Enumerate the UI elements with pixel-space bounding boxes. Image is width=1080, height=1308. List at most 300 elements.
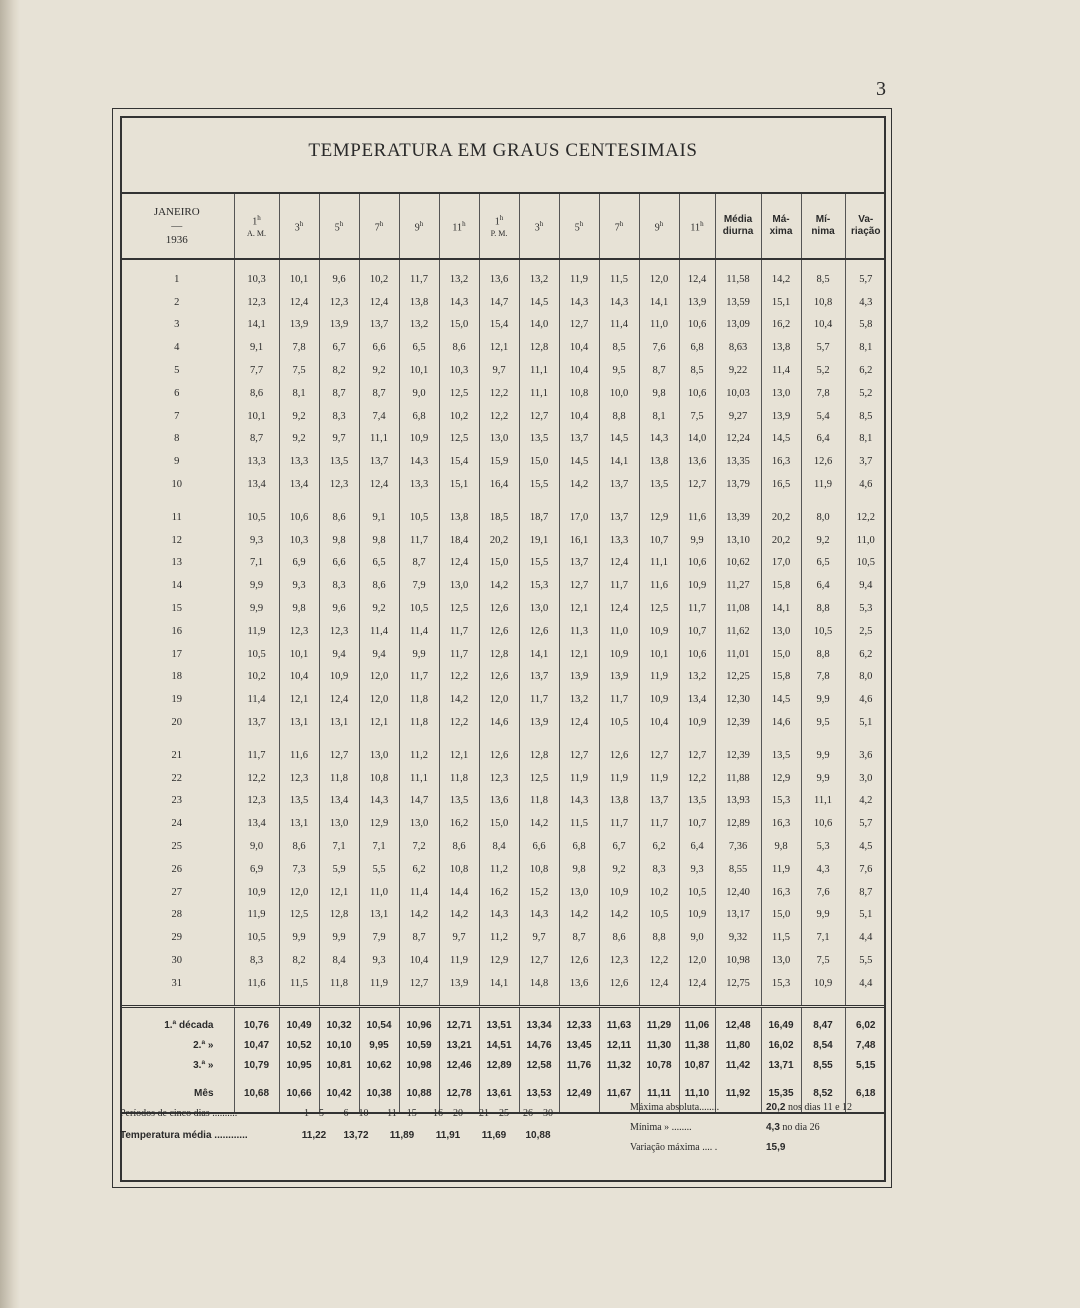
day-cell: 2 [174,296,180,308]
book-spine-shadow [0,0,20,1308]
value-cell: 4,6 [845,473,886,496]
value-cell: 8,8 [801,597,845,620]
value-cell: 10,1 [639,643,679,666]
table-row [120,529,886,552]
value-cell: 11,0 [639,314,679,337]
value-cell: 9,7 [479,359,519,382]
hour-header: 1$^h$ A. M. [234,193,279,259]
table-row [120,790,886,813]
value-cell: 9,3 [234,529,279,552]
value-cell: 11,88 [715,767,761,790]
value-cell: 11,4 [399,881,439,904]
value-cell: 12,6 [479,734,519,767]
value-cell: 11,6 [679,496,715,529]
value-cell: 10,5 [679,881,715,904]
value-cell: 13,79 [715,473,761,496]
summary-value: 10,54 [359,1006,399,1036]
summary-value: 11,67 [599,1076,639,1113]
table-row [120,314,886,337]
summary-value: 12,11 [599,1036,639,1056]
value-cell: 14,2 [399,904,439,927]
value-cell: 14,7 [399,790,439,813]
value-cell: 10,9 [639,620,679,643]
value-cell: 8,6 [599,926,639,949]
value-cell: 16,1 [559,529,599,552]
value-cell: 10,3 [279,529,319,552]
summary-value: 12,49 [559,1076,599,1113]
value-cell: 13,0 [519,597,559,620]
value-cell: 12,5 [519,767,559,790]
temp-average-cell: 11,91 [435,1130,461,1141]
summary-row [120,1056,886,1076]
value-cell: 10,5 [599,711,639,734]
value-cell: 11,9 [234,620,279,643]
value-cell: 12,8 [519,336,559,359]
value-cell: 13,10 [715,529,761,552]
value-cell: 13,2 [679,666,715,689]
summary-value: 10,62 [359,1056,399,1076]
value-cell: 11,7 [599,812,639,835]
value-cell: 14,1 [519,643,559,666]
page-number: 3 [876,78,886,100]
day-cell: 28 [171,909,182,921]
value-cell: 6,8 [679,336,715,359]
value-cell: 9,2 [599,858,639,881]
value-cell: 11,9 [639,666,679,689]
summary-value: 11,11 [639,1076,679,1113]
value-cell: 4,4 [845,972,886,1006]
day-cell: 1 [174,273,180,285]
day-cell: 5 [174,365,180,377]
value-cell: 12,0 [679,949,715,972]
dash-label: — [171,220,183,232]
value-cell: 5,1 [845,711,886,734]
summary-value: 13,45 [559,1036,599,1056]
summary-value: 10,95 [279,1056,319,1076]
value-cell: 16,2 [479,881,519,904]
value-cell: 12,7 [319,734,359,767]
value-cell: 11,9 [359,972,399,1006]
value-cell: 13,0 [761,620,801,643]
value-cell: 13,5 [639,473,679,496]
value-cell: 11,2 [479,926,519,949]
value-cell: 16,4 [479,473,519,496]
value-cell: 12,0 [639,259,679,291]
table-row [120,496,886,529]
value-cell: 11,7 [679,597,715,620]
summary-value: 10,49 [279,1006,319,1036]
hour-header: 5$^h$ [319,193,359,259]
value-cell: 10,8 [519,858,559,881]
value-cell: 10,2 [234,666,279,689]
value-cell: 10,4 [399,949,439,972]
summary-value: 8,54 [801,1036,845,1056]
day-cell: 16 [171,625,182,637]
value-cell: 11,6 [234,972,279,1006]
summary-value: 6,02 [845,1006,886,1036]
year-label: 1936 [165,234,188,246]
value-cell: 14,5 [599,428,639,451]
value-cell: 14,1 [599,450,639,473]
value-cell: 8,1 [279,382,319,405]
value-cell: 14,2 [761,259,801,291]
value-cell: 8,1 [639,405,679,428]
value-cell: 16,2 [439,812,479,835]
value-cell: 7,5 [679,405,715,428]
value-cell: 9,5 [599,359,639,382]
value-cell: 14,2 [439,904,479,927]
value-cell: 15,0 [761,643,801,666]
day-cell: 6 [174,387,180,399]
value-cell: 11,9 [559,259,599,291]
value-cell: 9,9 [399,643,439,666]
absolute-max-label: Máxima absoluta........ [630,1102,720,1113]
value-cell: 12,7 [519,949,559,972]
value-cell: 19,1 [519,529,559,552]
summary-value: 12,78 [439,1076,479,1113]
value-cell: 13,3 [234,450,279,473]
value-cell: 12,2 [679,767,715,790]
value-cell: 15,3 [761,790,801,813]
value-cell: 13,9 [279,314,319,337]
value-cell: 14,1 [639,291,679,314]
value-cell: 5,8 [845,314,886,337]
value-cell: 10,9 [639,688,679,711]
value-cell: 7,1 [319,835,359,858]
value-cell: 8,7 [639,359,679,382]
value-cell: 11,8 [399,711,439,734]
value-cell: 14,2 [479,574,519,597]
value-cell: 6,4 [679,835,715,858]
value-cell: 5,5 [359,858,399,881]
value-cell: 16,5 [761,473,801,496]
value-cell: 12,5 [279,904,319,927]
value-cell: 14,2 [519,812,559,835]
summary-value: 11,38 [679,1036,715,1056]
value-cell: 10,4 [639,711,679,734]
value-cell: 8,6 [439,336,479,359]
summary-label: 1.ª década [120,1006,234,1036]
summary-value: 12,71 [439,1006,479,1036]
summary-value: 10,47 [234,1036,279,1056]
value-cell: 11,08 [715,597,761,620]
table-row [120,666,886,689]
value-cell: 12,24 [715,428,761,451]
summary-row [120,1036,886,1056]
value-cell: 10,1 [399,359,439,382]
value-cell: 7,5 [279,359,319,382]
value-cell: 12,2 [439,711,479,734]
value-cell: 13,0 [359,734,399,767]
day-cell: 15 [171,603,182,615]
value-cell: 8,1 [845,428,886,451]
value-cell: 10,98 [715,949,761,972]
value-cell: 13,7 [559,428,599,451]
value-cell: 13,8 [399,291,439,314]
summary-value: 11,32 [599,1056,639,1076]
day-cell: 18 [171,671,182,683]
value-cell: 8,5 [679,359,715,382]
value-cell: 9,9 [234,597,279,620]
value-cell: 8,7 [399,926,439,949]
day-cell: 26 [171,863,182,875]
value-cell: 9,3 [279,574,319,597]
value-cell: 14,8 [519,972,559,1006]
value-cell: 12,6 [479,597,519,620]
absolute-min-text: no dia 26 [782,1122,820,1133]
value-cell: 8,2 [319,359,359,382]
value-cell: 9,9 [801,734,845,767]
summary-value: 6,18 [845,1076,886,1113]
value-cell: 12,6 [479,666,519,689]
value-cell: 11,27 [715,574,761,597]
summary-value: 12,89 [479,1056,519,1076]
value-cell: 14,0 [519,314,559,337]
table-row [120,835,886,858]
value-cell: 14,3 [559,790,599,813]
summary-value: 10,52 [279,1036,319,1056]
value-cell: 14,3 [519,904,559,927]
value-cell: 11,4 [599,314,639,337]
value-cell: 6,6 [319,552,359,575]
value-cell: 11,5 [761,926,801,949]
value-cell: 11,7 [599,574,639,597]
value-cell: 12,1 [359,711,399,734]
summary-value: 11,76 [559,1056,599,1076]
footer-stats [120,1090,886,1170]
value-cell: 11,8 [519,790,559,813]
value-cell: 12,0 [479,688,519,711]
value-cell: 6,5 [359,552,399,575]
value-cell: 8,7 [234,428,279,451]
value-cell: 11,5 [599,259,639,291]
value-cell: 6,2 [845,643,886,666]
value-cell: 10,7 [679,812,715,835]
period-cell: 26—30 [523,1108,553,1119]
value-cell: 10,9 [319,666,359,689]
value-cell: 12,7 [399,972,439,1006]
value-cell: 10,9 [679,574,715,597]
value-cell: 12,0 [359,666,399,689]
value-cell: 11,7 [599,688,639,711]
value-cell: 10,9 [234,881,279,904]
value-cell: 4,4 [845,926,886,949]
summary-value: 8,52 [801,1076,845,1113]
summary-value: 10,38 [359,1076,399,1113]
summary-value: 12,33 [559,1006,599,1036]
value-cell: 8,1 [845,336,886,359]
value-cell: 13,6 [479,259,519,291]
value-cell: 13,17 [715,904,761,927]
value-cell: 8,4 [479,835,519,858]
value-cell: 12,1 [439,734,479,767]
table-row [120,812,886,835]
value-cell: 15,3 [761,972,801,1006]
value-cell: 15,0 [479,552,519,575]
value-cell: 12,25 [715,666,761,689]
value-cell: 12,8 [479,643,519,666]
value-cell: 8,6 [359,574,399,597]
value-cell: 10,2 [359,259,399,291]
value-cell: 11,7 [439,643,479,666]
value-cell: 10,6 [679,643,715,666]
value-cell: 12,4 [599,552,639,575]
variacao-header: Va- riação [845,193,886,259]
summary-value: 10,32 [319,1006,359,1036]
value-cell: 9,4 [359,643,399,666]
summary-value: 13,53 [519,1076,559,1113]
value-cell: 9,27 [715,405,761,428]
media-diurna-header: Média diurna [715,193,761,259]
value-cell: 9,0 [679,926,715,949]
value-cell: 13,0 [559,881,599,904]
value-cell: 13,93 [715,790,761,813]
value-cell: 10,9 [399,428,439,451]
value-cell: 15,1 [439,473,479,496]
value-cell: 7,1 [234,552,279,575]
summary-value: 11,30 [639,1036,679,1056]
value-cell: 12,6 [519,620,559,643]
temperature-table [120,192,886,1114]
value-cell: 13,4 [679,688,715,711]
value-cell: 16,3 [761,450,801,473]
value-cell: 4,5 [845,835,886,858]
value-cell: 10,4 [279,666,319,689]
value-cell: 14,7 [479,291,519,314]
value-cell: 12,4 [679,259,715,291]
value-cell: 12,3 [234,291,279,314]
value-cell: 10,5 [234,643,279,666]
value-cell: 11,7 [519,688,559,711]
value-cell: 9,1 [359,496,399,529]
value-cell: 15,5 [519,473,559,496]
value-cell: 14,1 [479,972,519,1006]
value-cell: 13,9 [679,291,715,314]
value-cell: 12,5 [439,382,479,405]
value-cell: 6,9 [234,858,279,881]
value-cell: 14,4 [439,881,479,904]
value-cell: 9,0 [234,835,279,858]
value-cell: 14,5 [761,688,801,711]
table-row [120,382,886,405]
value-cell: 12,3 [319,473,359,496]
value-cell: 13,5 [279,790,319,813]
value-cell: 8,55 [715,858,761,881]
summary-value: 11,10 [679,1076,715,1113]
value-cell: 14,3 [359,790,399,813]
value-cell: 13,59 [715,291,761,314]
value-cell: 11,4 [234,688,279,711]
table-row [120,643,886,666]
value-cell: 14,1 [234,314,279,337]
table-row [120,881,886,904]
summary-value: 13,71 [761,1056,801,1076]
summary-value: 11,92 [715,1076,761,1113]
summary-value: 10,87 [679,1056,715,1076]
value-cell: 9,6 [319,597,359,620]
value-cell: 13,0 [439,574,479,597]
value-cell: 10,8 [359,767,399,790]
value-cell: 11,4 [399,620,439,643]
value-cell: 9,4 [319,643,359,666]
table-row [120,259,886,291]
value-cell: 12,2 [234,767,279,790]
value-cell: 12,2 [479,405,519,428]
value-cell: 13,5 [761,734,801,767]
value-cell: 5,3 [801,835,845,858]
value-cell: 12,6 [559,949,599,972]
value-cell: 13,7 [359,450,399,473]
day-cell: 20 [171,717,182,729]
value-cell: 7,36 [715,835,761,858]
value-cell: 9,32 [715,926,761,949]
period-cell: 11—15 [387,1108,417,1119]
table-row [120,428,886,451]
value-cell: 15,4 [479,314,519,337]
value-cell: 11,4 [359,620,399,643]
table-row [120,688,886,711]
value-cell: 12,6 [801,450,845,473]
value-cell: 11,9 [439,949,479,972]
value-cell: 9,3 [679,858,715,881]
value-cell: 11,2 [399,734,439,767]
value-cell: 10,3 [234,259,279,291]
value-cell: 10,7 [679,620,715,643]
absolute-min-row [630,1122,880,1138]
value-cell: 4,3 [801,858,845,881]
value-cell: 13,8 [599,790,639,813]
absolute-max-value: 20,2 [766,1102,786,1113]
value-cell: 10,7 [639,529,679,552]
table-row [120,734,886,767]
value-cell: 6,8 [399,405,439,428]
value-cell: 7,7 [234,359,279,382]
value-cell: 12,7 [679,734,715,767]
value-cell: 13,0 [761,949,801,972]
value-cell: 5,9 [319,858,359,881]
value-cell: 8,3 [319,405,359,428]
value-cell: 16,3 [761,812,801,835]
hour-header: 7$^h$ [359,193,399,259]
summary-value: 11,42 [715,1056,761,1076]
value-cell: 13,8 [639,450,679,473]
summary-value: 11,29 [639,1006,679,1036]
value-cell: 10,9 [599,643,639,666]
value-cell: 11,7 [639,812,679,835]
value-cell: 13,9 [559,666,599,689]
summary-value: 10,81 [319,1056,359,1076]
value-cell: 12,5 [439,597,479,620]
value-cell: 12,4 [599,597,639,620]
day-cell: 23 [171,795,182,807]
value-cell: 10,3 [439,359,479,382]
value-cell: 9,9 [801,904,845,927]
value-cell: 12,7 [639,734,679,767]
header-row [120,193,886,259]
value-cell: 12,3 [479,767,519,790]
value-cell: 10,5 [845,552,886,575]
value-cell: 5,3 [845,597,886,620]
value-cell: 8,0 [845,666,886,689]
value-cell: 12,9 [639,496,679,529]
value-cell: 11,7 [399,259,439,291]
day-cell: 10 [171,479,182,491]
value-cell: 12,3 [599,949,639,972]
value-cell: 11,9 [761,858,801,881]
value-cell: 8,0 [801,496,845,529]
value-cell: 15,8 [761,574,801,597]
summary-value: 10,59 [399,1036,439,1056]
